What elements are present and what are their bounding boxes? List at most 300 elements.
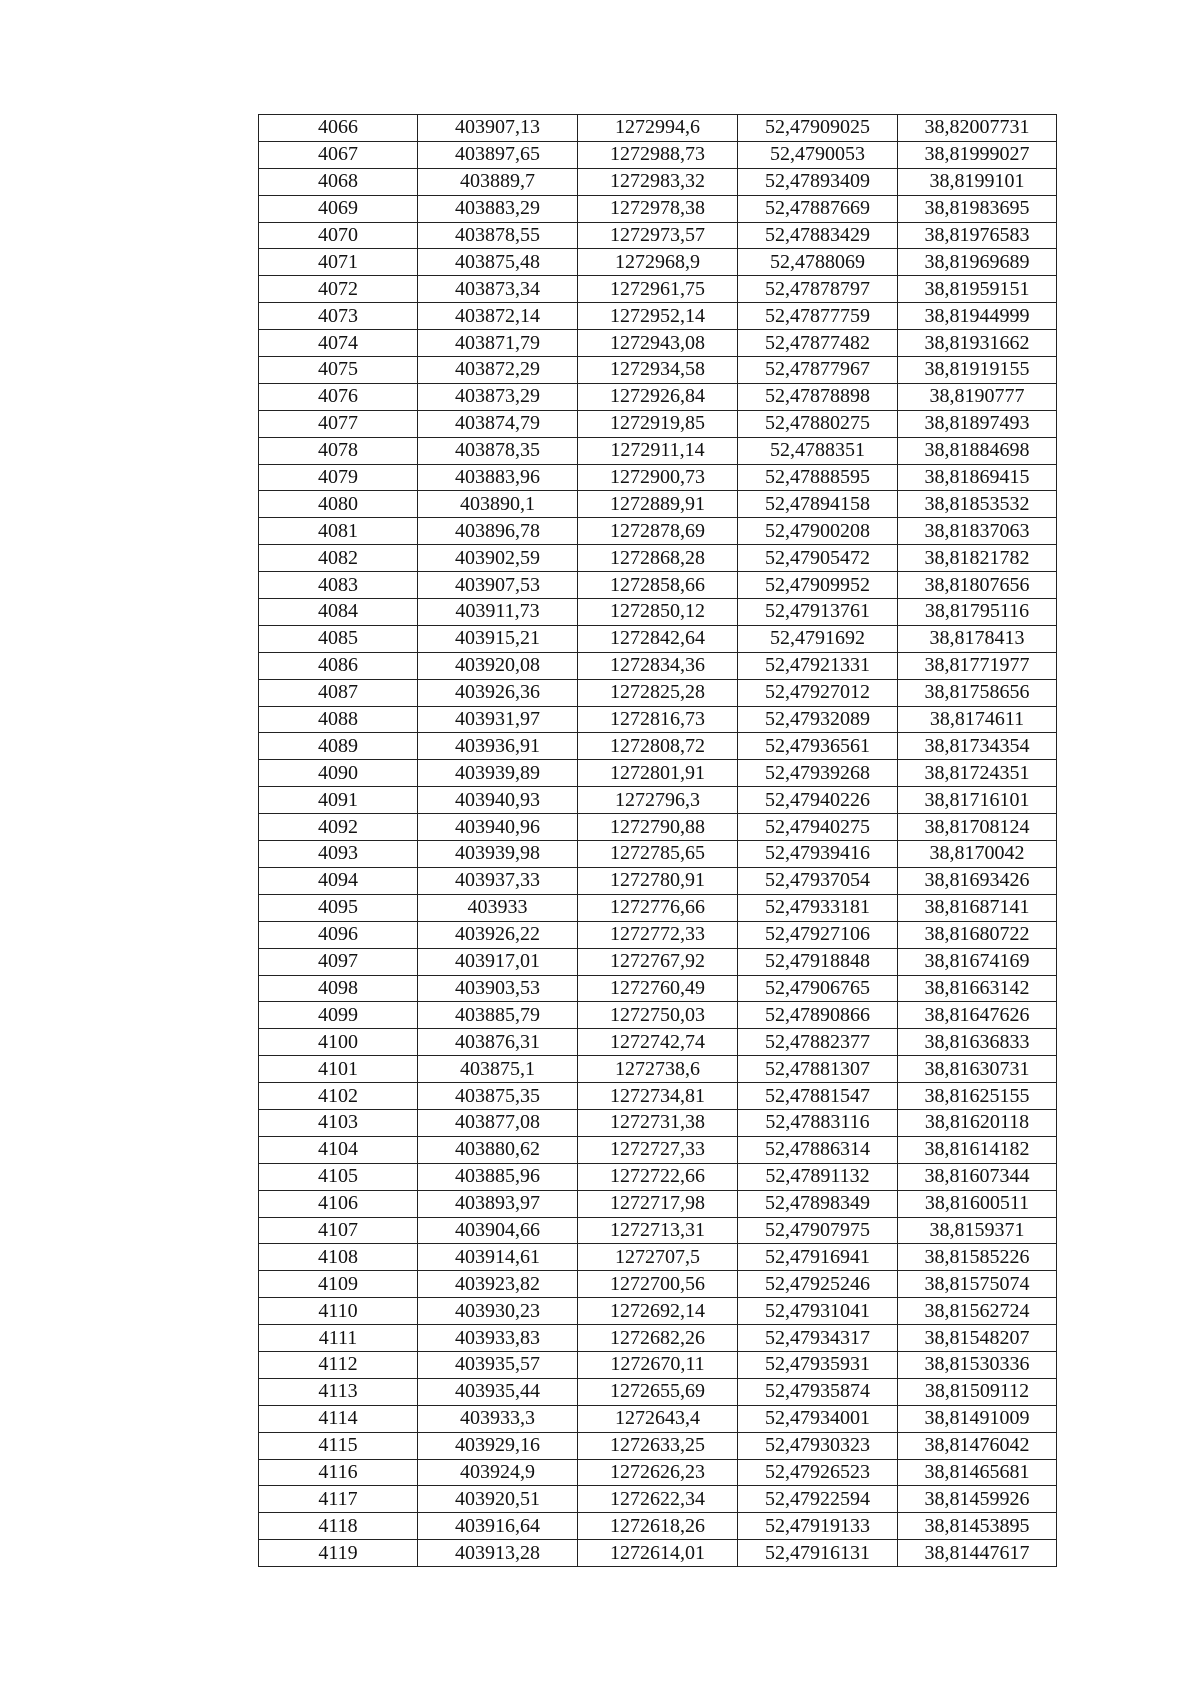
- y-coordinate-cell: 1272727,33: [578, 1136, 738, 1163]
- x-coordinate-cell: 403933: [418, 894, 578, 921]
- point-number-cell: 4068: [259, 168, 418, 195]
- table-row: [259, 1378, 1057, 1405]
- point-number-cell: 4095: [259, 894, 418, 921]
- latitude-cell: 52,47877967: [738, 357, 898, 384]
- coordinates-table: [258, 114, 1057, 1567]
- y-coordinate-cell: 1272790,88: [578, 814, 738, 841]
- latitude-cell: 52,47940275: [738, 814, 898, 841]
- y-coordinate-cell: 1272760,49: [578, 975, 738, 1002]
- y-coordinate-cell: 1272692,14: [578, 1298, 738, 1325]
- table-row: [259, 464, 1057, 491]
- y-coordinate-cell: 1272742,74: [578, 1029, 738, 1056]
- y-coordinate-cell: 1272734,81: [578, 1083, 738, 1110]
- y-coordinate-cell: 1272707,5: [578, 1244, 738, 1271]
- x-coordinate-cell: 403876,31: [418, 1029, 578, 1056]
- table-row: [259, 249, 1057, 276]
- longitude-cell: 38,82007731: [898, 115, 1057, 142]
- longitude-cell: 38,81585226: [898, 1244, 1057, 1271]
- longitude-cell: 38,81630731: [898, 1056, 1057, 1083]
- point-number-cell: 4099: [259, 1002, 418, 1029]
- latitude-cell: 52,47898349: [738, 1190, 898, 1217]
- x-coordinate-cell: 403917,01: [418, 948, 578, 975]
- point-number-cell: 4112: [259, 1351, 418, 1378]
- longitude-cell: 38,81575074: [898, 1271, 1057, 1298]
- point-number-cell: 4100: [259, 1029, 418, 1056]
- point-number-cell: 4094: [259, 867, 418, 894]
- x-coordinate-cell: 403904,66: [418, 1217, 578, 1244]
- latitude-cell: 52,47931041: [738, 1298, 898, 1325]
- point-number-cell: 4092: [259, 814, 418, 841]
- latitude-cell: 52,4790053: [738, 141, 898, 168]
- table-row: [259, 1029, 1057, 1056]
- longitude-cell: 38,8178413: [898, 625, 1057, 652]
- longitude-cell: 38,81758656: [898, 679, 1057, 706]
- longitude-cell: 38,81687141: [898, 894, 1057, 921]
- latitude-cell: 52,47939416: [738, 841, 898, 868]
- y-coordinate-cell: 1272926,84: [578, 383, 738, 410]
- latitude-cell: 52,47932089: [738, 706, 898, 733]
- longitude-cell: 38,81853532: [898, 491, 1057, 518]
- longitude-cell: 38,81614182: [898, 1136, 1057, 1163]
- y-coordinate-cell: 1272785,65: [578, 841, 738, 868]
- longitude-cell: 38,81548207: [898, 1325, 1057, 1352]
- table-row: [259, 1432, 1057, 1459]
- y-coordinate-cell: 1272978,38: [578, 195, 738, 222]
- y-coordinate-cell: 1272626,23: [578, 1459, 738, 1486]
- x-coordinate-cell: 403933,3: [418, 1405, 578, 1432]
- longitude-cell: 38,81969689: [898, 249, 1057, 276]
- latitude-cell: 52,47894158: [738, 491, 898, 518]
- point-number-cell: 4067: [259, 141, 418, 168]
- table-row: [259, 1163, 1057, 1190]
- latitude-cell: 52,47883116: [738, 1109, 898, 1136]
- table-row: [259, 787, 1057, 814]
- latitude-cell: 52,47877759: [738, 303, 898, 330]
- table-row: [259, 518, 1057, 545]
- latitude-cell: 52,47926523: [738, 1459, 898, 1486]
- point-number-cell: 4073: [259, 303, 418, 330]
- y-coordinate-cell: 1272801,91: [578, 760, 738, 787]
- point-number-cell: 4072: [259, 276, 418, 303]
- x-coordinate-cell: 403903,53: [418, 975, 578, 1002]
- y-coordinate-cell: 1272911,14: [578, 437, 738, 464]
- point-number-cell: 4075: [259, 357, 418, 384]
- y-coordinate-cell: 1272738,6: [578, 1056, 738, 1083]
- x-coordinate-cell: 403872,14: [418, 303, 578, 330]
- y-coordinate-cell: 1272767,92: [578, 948, 738, 975]
- table-row: [259, 572, 1057, 599]
- longitude-cell: 38,81884698: [898, 437, 1057, 464]
- y-coordinate-cell: 1272633,25: [578, 1432, 738, 1459]
- table-row: [259, 1002, 1057, 1029]
- x-coordinate-cell: 403937,33: [418, 867, 578, 894]
- x-coordinate-cell: 403920,08: [418, 652, 578, 679]
- table-row: [259, 1459, 1057, 1486]
- latitude-cell: 52,47886314: [738, 1136, 898, 1163]
- x-coordinate-cell: 403875,1: [418, 1056, 578, 1083]
- latitude-cell: 52,47918848: [738, 948, 898, 975]
- y-coordinate-cell: 1272934,58: [578, 357, 738, 384]
- point-number-cell: 4119: [259, 1540, 418, 1567]
- table-row: [259, 733, 1057, 760]
- longitude-cell: 38,81931662: [898, 330, 1057, 357]
- x-coordinate-cell: 403890,1: [418, 491, 578, 518]
- y-coordinate-cell: 1272655,69: [578, 1378, 738, 1405]
- y-coordinate-cell: 1272776,66: [578, 894, 738, 921]
- longitude-cell: 38,81600511: [898, 1190, 1057, 1217]
- latitude-cell: 52,47878898: [738, 383, 898, 410]
- latitude-cell: 52,47877482: [738, 330, 898, 357]
- latitude-cell: 52,47909025: [738, 115, 898, 142]
- point-number-cell: 4111: [259, 1325, 418, 1352]
- x-coordinate-cell: 403875,48: [418, 249, 578, 276]
- table-row: [259, 679, 1057, 706]
- table-row: [259, 841, 1057, 868]
- table-row: [259, 1190, 1057, 1217]
- table-row: [259, 1351, 1057, 1378]
- y-coordinate-cell: 1272988,73: [578, 141, 738, 168]
- latitude-cell: 52,47900208: [738, 518, 898, 545]
- longitude-cell: 38,81680722: [898, 921, 1057, 948]
- y-coordinate-cell: 1272622,34: [578, 1486, 738, 1513]
- table-row: [259, 1109, 1057, 1136]
- point-number-cell: 4091: [259, 787, 418, 814]
- y-coordinate-cell: 1272700,56: [578, 1271, 738, 1298]
- longitude-cell: 38,81530336: [898, 1351, 1057, 1378]
- latitude-cell: 52,47934317: [738, 1325, 898, 1352]
- longitude-cell: 38,81897493: [898, 410, 1057, 437]
- longitude-cell: 38,81459926: [898, 1486, 1057, 1513]
- longitude-cell: 38,81983695: [898, 195, 1057, 222]
- latitude-cell: 52,47913761: [738, 599, 898, 626]
- y-coordinate-cell: 1272878,69: [578, 518, 738, 545]
- y-coordinate-cell: 1272943,08: [578, 330, 738, 357]
- latitude-cell: 52,47890866: [738, 1002, 898, 1029]
- latitude-cell: 52,47906765: [738, 975, 898, 1002]
- table-row: [259, 625, 1057, 652]
- latitude-cell: 52,47922594: [738, 1486, 898, 1513]
- longitude-cell: 38,81944999: [898, 303, 1057, 330]
- table-row: [259, 921, 1057, 948]
- x-coordinate-cell: 403902,59: [418, 545, 578, 572]
- longitude-cell: 38,81771977: [898, 652, 1057, 679]
- x-coordinate-cell: 403924,9: [418, 1459, 578, 1486]
- longitude-cell: 38,81693426: [898, 867, 1057, 894]
- y-coordinate-cell: 1272952,14: [578, 303, 738, 330]
- point-number-cell: 4096: [259, 921, 418, 948]
- table-row: [259, 1217, 1057, 1244]
- point-number-cell: 4077: [259, 410, 418, 437]
- x-coordinate-cell: 403877,08: [418, 1109, 578, 1136]
- x-coordinate-cell: 403875,35: [418, 1083, 578, 1110]
- x-coordinate-cell: 403926,22: [418, 921, 578, 948]
- y-coordinate-cell: 1272858,66: [578, 572, 738, 599]
- longitude-cell: 38,81453895: [898, 1513, 1057, 1540]
- table-row: [259, 652, 1057, 679]
- latitude-cell: 52,47878797: [738, 276, 898, 303]
- longitude-cell: 38,81562724: [898, 1298, 1057, 1325]
- point-number-cell: 4084: [259, 599, 418, 626]
- point-number-cell: 4113: [259, 1378, 418, 1405]
- longitude-cell: 38,81607344: [898, 1163, 1057, 1190]
- point-number-cell: 4097: [259, 948, 418, 975]
- x-coordinate-cell: 403873,29: [418, 383, 578, 410]
- longitude-cell: 38,81959151: [898, 276, 1057, 303]
- x-coordinate-cell: 403896,78: [418, 518, 578, 545]
- point-number-cell: 4074: [259, 330, 418, 357]
- y-coordinate-cell: 1272842,64: [578, 625, 738, 652]
- table-row: [259, 975, 1057, 1002]
- y-coordinate-cell: 1272850,12: [578, 599, 738, 626]
- table-row: [259, 1325, 1057, 1352]
- table-row: [259, 760, 1057, 787]
- latitude-cell: 52,47927106: [738, 921, 898, 948]
- point-number-cell: 4109: [259, 1271, 418, 1298]
- y-coordinate-cell: 1272670,11: [578, 1351, 738, 1378]
- latitude-cell: 52,47907975: [738, 1217, 898, 1244]
- latitude-cell: 52,47909952: [738, 572, 898, 599]
- longitude-cell: 38,81636833: [898, 1029, 1057, 1056]
- table-row: [259, 545, 1057, 572]
- table-row: [259, 115, 1057, 142]
- x-coordinate-cell: 403916,64: [418, 1513, 578, 1540]
- table-row: [259, 599, 1057, 626]
- point-number-cell: 4085: [259, 625, 418, 652]
- latitude-cell: 52,47935874: [738, 1378, 898, 1405]
- point-number-cell: 4076: [259, 383, 418, 410]
- table-row: [259, 1486, 1057, 1513]
- point-number-cell: 4070: [259, 222, 418, 249]
- x-coordinate-cell: 403926,36: [418, 679, 578, 706]
- x-coordinate-cell: 403885,96: [418, 1163, 578, 1190]
- longitude-cell: 38,81476042: [898, 1432, 1057, 1459]
- table-row: [259, 195, 1057, 222]
- longitude-cell: 38,81821782: [898, 545, 1057, 572]
- latitude-cell: 52,47937054: [738, 867, 898, 894]
- point-number-cell: 4066: [259, 115, 418, 142]
- point-number-cell: 4087: [259, 679, 418, 706]
- y-coordinate-cell: 1272780,91: [578, 867, 738, 894]
- point-number-cell: 4079: [259, 464, 418, 491]
- longitude-cell: 38,81447617: [898, 1540, 1057, 1567]
- point-number-cell: 4116: [259, 1459, 418, 1486]
- x-coordinate-cell: 403873,34: [418, 276, 578, 303]
- longitude-cell: 38,81647626: [898, 1002, 1057, 1029]
- y-coordinate-cell: 1272717,98: [578, 1190, 738, 1217]
- y-coordinate-cell: 1272825,28: [578, 679, 738, 706]
- longitude-cell: 38,81465681: [898, 1459, 1057, 1486]
- x-coordinate-cell: 403883,29: [418, 195, 578, 222]
- x-coordinate-cell: 403874,79: [418, 410, 578, 437]
- point-number-cell: 4083: [259, 572, 418, 599]
- x-coordinate-cell: 403933,83: [418, 1325, 578, 1352]
- table-row: [259, 383, 1057, 410]
- y-coordinate-cell: 1272834,36: [578, 652, 738, 679]
- point-number-cell: 4101: [259, 1056, 418, 1083]
- point-number-cell: 4105: [259, 1163, 418, 1190]
- table-row: [259, 357, 1057, 384]
- table-row: [259, 814, 1057, 841]
- longitude-cell: 38,81620118: [898, 1109, 1057, 1136]
- table-row: [259, 1136, 1057, 1163]
- y-coordinate-cell: 1272722,66: [578, 1163, 738, 1190]
- point-number-cell: 4107: [259, 1217, 418, 1244]
- latitude-cell: 52,47888595: [738, 464, 898, 491]
- longitude-cell: 38,8190777: [898, 383, 1057, 410]
- point-number-cell: 4103: [259, 1109, 418, 1136]
- x-coordinate-cell: 403940,96: [418, 814, 578, 841]
- x-coordinate-cell: 403883,96: [418, 464, 578, 491]
- point-number-cell: 4098: [259, 975, 418, 1002]
- x-coordinate-cell: 403915,21: [418, 625, 578, 652]
- table-row: [259, 141, 1057, 168]
- longitude-cell: 38,81976583: [898, 222, 1057, 249]
- longitude-cell: 38,81674169: [898, 948, 1057, 975]
- latitude-cell: 52,47887669: [738, 195, 898, 222]
- y-coordinate-cell: 1272796,3: [578, 787, 738, 814]
- y-coordinate-cell: 1272731,38: [578, 1109, 738, 1136]
- latitude-cell: 52,47881547: [738, 1083, 898, 1110]
- x-coordinate-cell: 403889,7: [418, 168, 578, 195]
- y-coordinate-cell: 1272816,73: [578, 706, 738, 733]
- point-number-cell: 4104: [259, 1136, 418, 1163]
- latitude-cell: 52,47916131: [738, 1540, 898, 1567]
- latitude-cell: 52,47880275: [738, 410, 898, 437]
- latitude-cell: 52,4791692: [738, 625, 898, 652]
- x-coordinate-cell: 403936,91: [418, 733, 578, 760]
- coordinates-table-body: [259, 115, 1057, 1567]
- longitude-cell: 38,81625155: [898, 1083, 1057, 1110]
- y-coordinate-cell: 1272618,26: [578, 1513, 738, 1540]
- point-number-cell: 4115: [259, 1432, 418, 1459]
- y-coordinate-cell: 1272973,57: [578, 222, 738, 249]
- x-coordinate-cell: 403871,79: [418, 330, 578, 357]
- latitude-cell: 52,47927012: [738, 679, 898, 706]
- y-coordinate-cell: 1272968,9: [578, 249, 738, 276]
- point-number-cell: 4071: [259, 249, 418, 276]
- x-coordinate-cell: 403907,53: [418, 572, 578, 599]
- y-coordinate-cell: 1272868,28: [578, 545, 738, 572]
- longitude-cell: 38,81837063: [898, 518, 1057, 545]
- x-coordinate-cell: 403929,16: [418, 1432, 578, 1459]
- longitude-cell: 38,81919155: [898, 357, 1057, 384]
- y-coordinate-cell: 1272994,6: [578, 115, 738, 142]
- x-coordinate-cell: 403911,73: [418, 599, 578, 626]
- table-row: [259, 867, 1057, 894]
- latitude-cell: 52,47891132: [738, 1163, 898, 1190]
- y-coordinate-cell: 1272772,33: [578, 921, 738, 948]
- table-row: [259, 276, 1057, 303]
- point-number-cell: 4117: [259, 1486, 418, 1513]
- point-number-cell: 4090: [259, 760, 418, 787]
- point-number-cell: 4106: [259, 1190, 418, 1217]
- longitude-cell: 38,81663142: [898, 975, 1057, 1002]
- point-number-cell: 4080: [259, 491, 418, 518]
- table-row: [259, 1405, 1057, 1432]
- point-number-cell: 4088: [259, 706, 418, 733]
- y-coordinate-cell: 1272750,03: [578, 1002, 738, 1029]
- table-row: [259, 1298, 1057, 1325]
- table-row: [259, 706, 1057, 733]
- latitude-cell: 52,47933181: [738, 894, 898, 921]
- table-row: [259, 1244, 1057, 1271]
- point-number-cell: 4078: [259, 437, 418, 464]
- point-number-cell: 4093: [259, 841, 418, 868]
- latitude-cell: 52,47939268: [738, 760, 898, 787]
- latitude-cell: 52,47930323: [738, 1432, 898, 1459]
- table-row: [259, 222, 1057, 249]
- point-number-cell: 4069: [259, 195, 418, 222]
- latitude-cell: 52,47925246: [738, 1271, 898, 1298]
- latitude-cell: 52,47881307: [738, 1056, 898, 1083]
- longitude-cell: 38,81869415: [898, 464, 1057, 491]
- table-row: [259, 948, 1057, 975]
- x-coordinate-cell: 403914,61: [418, 1244, 578, 1271]
- y-coordinate-cell: 1272643,4: [578, 1405, 738, 1432]
- longitude-cell: 38,81716101: [898, 787, 1057, 814]
- table-row: [259, 1083, 1057, 1110]
- table-row: [259, 1540, 1057, 1567]
- table-row: [259, 491, 1057, 518]
- table-row: [259, 303, 1057, 330]
- x-coordinate-cell: 403878,35: [418, 437, 578, 464]
- longitude-cell: 38,81708124: [898, 814, 1057, 841]
- y-coordinate-cell: 1272682,26: [578, 1325, 738, 1352]
- latitude-cell: 52,47916941: [738, 1244, 898, 1271]
- latitude-cell: 52,47893409: [738, 168, 898, 195]
- latitude-cell: 52,47940226: [738, 787, 898, 814]
- longitude-cell: 38,81999027: [898, 141, 1057, 168]
- longitude-cell: 38,8170042: [898, 841, 1057, 868]
- latitude-cell: 52,47936561: [738, 733, 898, 760]
- x-coordinate-cell: 403935,57: [418, 1351, 578, 1378]
- latitude-cell: 52,47919133: [738, 1513, 898, 1540]
- latitude-cell: 52,47934001: [738, 1405, 898, 1432]
- longitude-cell: 38,81734354: [898, 733, 1057, 760]
- latitude-cell: 52,47883429: [738, 222, 898, 249]
- point-number-cell: 4089: [259, 733, 418, 760]
- x-coordinate-cell: 403893,97: [418, 1190, 578, 1217]
- table-row: [259, 894, 1057, 921]
- latitude-cell: 52,47882377: [738, 1029, 898, 1056]
- longitude-cell: 38,81509112: [898, 1378, 1057, 1405]
- longitude-cell: 38,8199101: [898, 168, 1057, 195]
- latitude-cell: 52,47921331: [738, 652, 898, 679]
- table-row: [259, 330, 1057, 357]
- x-coordinate-cell: 403935,44: [418, 1378, 578, 1405]
- latitude-cell: 52,47905472: [738, 545, 898, 572]
- x-coordinate-cell: 403940,93: [418, 787, 578, 814]
- x-coordinate-cell: 403872,29: [418, 357, 578, 384]
- point-number-cell: 4108: [259, 1244, 418, 1271]
- y-coordinate-cell: 1272889,91: [578, 491, 738, 518]
- point-number-cell: 4114: [259, 1405, 418, 1432]
- y-coordinate-cell: 1272919,85: [578, 410, 738, 437]
- longitude-cell: 38,8159371: [898, 1217, 1057, 1244]
- table-row: [259, 1513, 1057, 1540]
- x-coordinate-cell: 403878,55: [418, 222, 578, 249]
- table-row: [259, 1271, 1057, 1298]
- x-coordinate-cell: 403939,98: [418, 841, 578, 868]
- x-coordinate-cell: 403920,51: [418, 1486, 578, 1513]
- x-coordinate-cell: 403931,97: [418, 706, 578, 733]
- point-number-cell: 4110: [259, 1298, 418, 1325]
- longitude-cell: 38,81795116: [898, 599, 1057, 626]
- x-coordinate-cell: 403907,13: [418, 115, 578, 142]
- x-coordinate-cell: 403939,89: [418, 760, 578, 787]
- longitude-cell: 38,81724351: [898, 760, 1057, 787]
- longitude-cell: 38,8174611: [898, 706, 1057, 733]
